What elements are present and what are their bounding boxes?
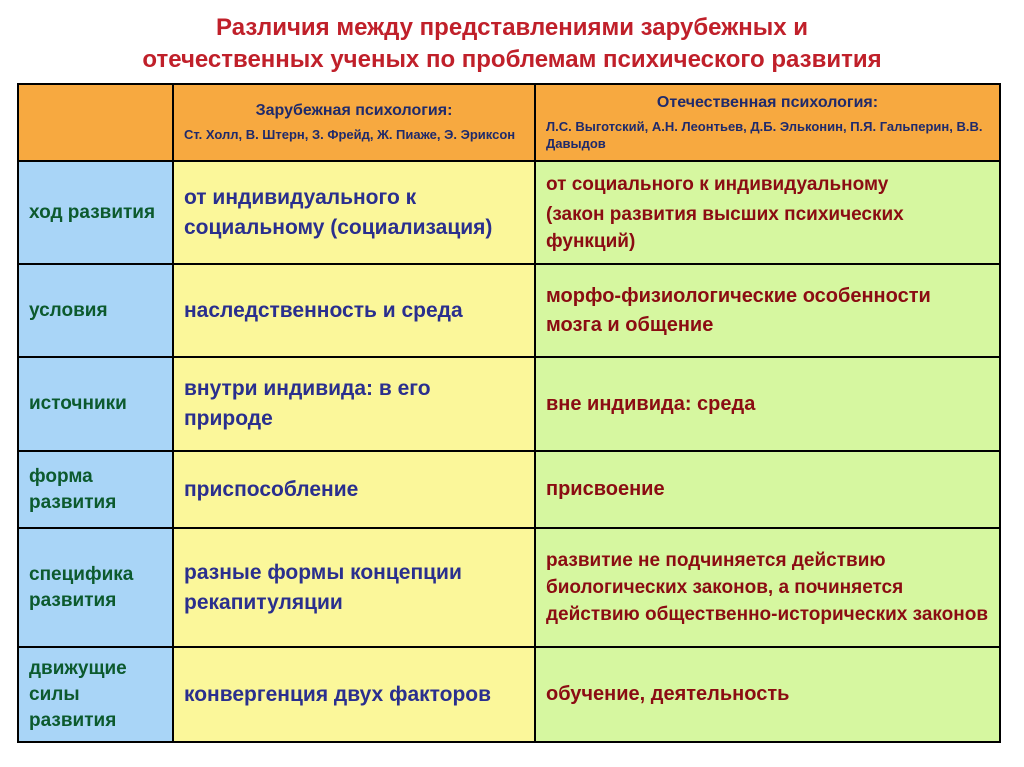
table-row-specifics xyxy=(18,528,1000,647)
row-label-specifics: специфика развития xyxy=(18,528,173,647)
native-cell-conditions: морфо-физиологические особенности мозга и общение xyxy=(535,264,1000,357)
native-column-title: Отечественная психология: xyxy=(656,93,879,111)
foreign-cell-conditions: наследственность и среда xyxy=(173,264,535,357)
table-row-conditions xyxy=(18,264,1000,357)
table-row-driving-forces xyxy=(18,647,1000,742)
foreign-cell-course: от индивидуального к социальному (социализация) xyxy=(173,161,535,264)
native-cell-sources: вне индивида: среда xyxy=(535,357,1000,451)
header-native-psychology xyxy=(535,84,1000,161)
foreign-cell-form: приспособление xyxy=(173,451,535,528)
slide-title xyxy=(0,12,1024,76)
table-row-sources xyxy=(18,357,1000,451)
row-label-form: форма развития xyxy=(18,451,173,528)
row-label-course: ход развития xyxy=(18,161,173,264)
native-cell-driving-forces: обучение, деятельность xyxy=(535,647,1000,742)
table-header-row xyxy=(18,84,1000,161)
native-cell-form: присвоение xyxy=(535,451,1000,528)
native-cell-specifics: развитие не подчиняется действию биологических законов, а починяется действию общественно-исторических законов xyxy=(535,528,1000,647)
native-cell-course-note: (закон развития высших психических функций) xyxy=(546,203,904,252)
native-cell-course-main: от социального к индивидуальному xyxy=(546,173,889,195)
native-cell-course xyxy=(535,161,1000,264)
slide-title-line-2: отечественных ученых по проблемам психического развития xyxy=(142,46,882,73)
table-row-form xyxy=(18,451,1000,528)
foreign-column-authors: Ст. Холл, В. Штерн, З. Фрейд, Ж. Пиаже, Э. Эриксон xyxy=(184,127,516,142)
native-column-authors: Л.С. Выготский, А.Н. Леонтьев, Д.Б. Эльконин, П.Я. Гальперин, В.В. Давыдов xyxy=(546,118,983,151)
foreign-cell-sources: внутри индивида: в его природе xyxy=(173,357,535,451)
header-foreign-psychology xyxy=(173,84,535,161)
foreign-column-title: Зарубежная психология: xyxy=(255,102,453,119)
table-row-course xyxy=(18,161,1000,264)
row-label-conditions: условия xyxy=(18,264,173,357)
foreign-cell-driving-forces: конвергенция двух факторов xyxy=(173,647,535,742)
foreign-cell-specifics: разные формы концепции рекапитуляции xyxy=(173,528,535,647)
slide-title-line-1: Различия между представлениями зарубежных и xyxy=(216,14,808,41)
header-corner-cell xyxy=(18,84,173,161)
row-label-driving-forces: движущие силы развития xyxy=(18,647,173,742)
comparison-table xyxy=(17,83,1001,743)
row-label-sources: источники xyxy=(18,357,173,451)
